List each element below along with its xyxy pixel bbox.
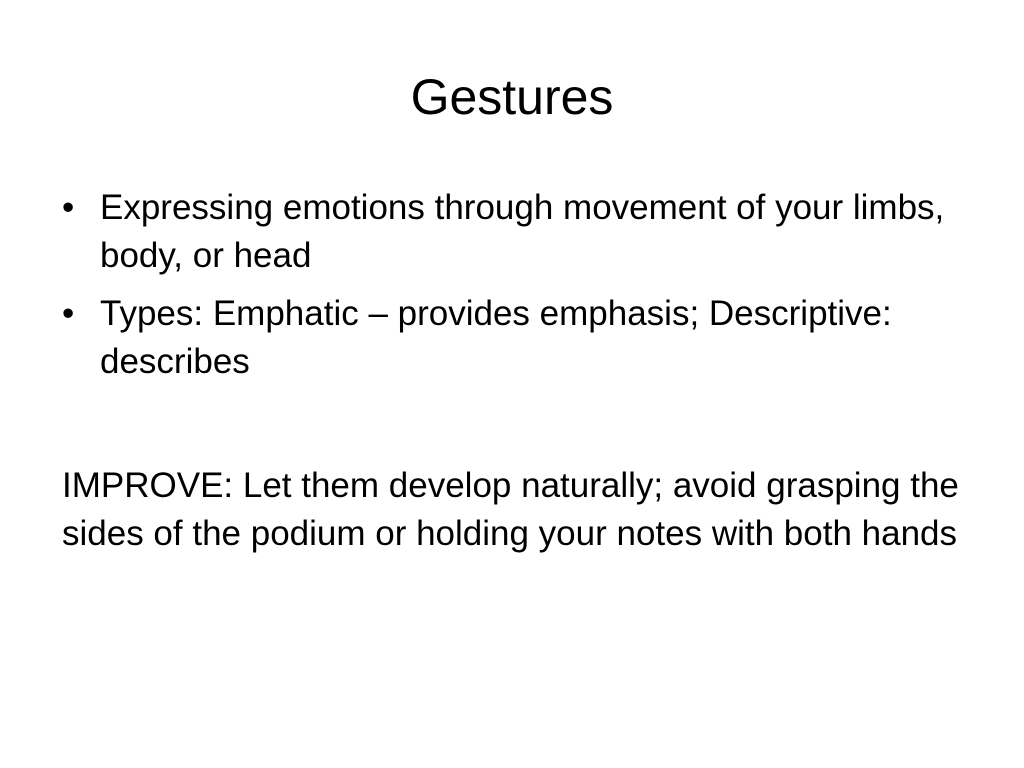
bullet-text: Types: Emphatic – provides emphasis; Descriptive: describes xyxy=(100,294,892,381)
bullet-item-types xyxy=(62,290,962,386)
bullet-dot-icon: • xyxy=(62,294,75,333)
slide-title: Gestures xyxy=(410,69,614,125)
bullet-item-definition xyxy=(62,184,962,280)
improve-paragraph: IMPROVE: Let them develop naturally; avoid grasping the sides of the podium or holding your notes with both hands xyxy=(62,466,959,553)
bullet-list xyxy=(62,184,962,396)
bullet-dot-icon: • xyxy=(62,188,75,227)
bullet-text: Expressing emotions through movement of your limbs, body, or head xyxy=(100,188,945,275)
